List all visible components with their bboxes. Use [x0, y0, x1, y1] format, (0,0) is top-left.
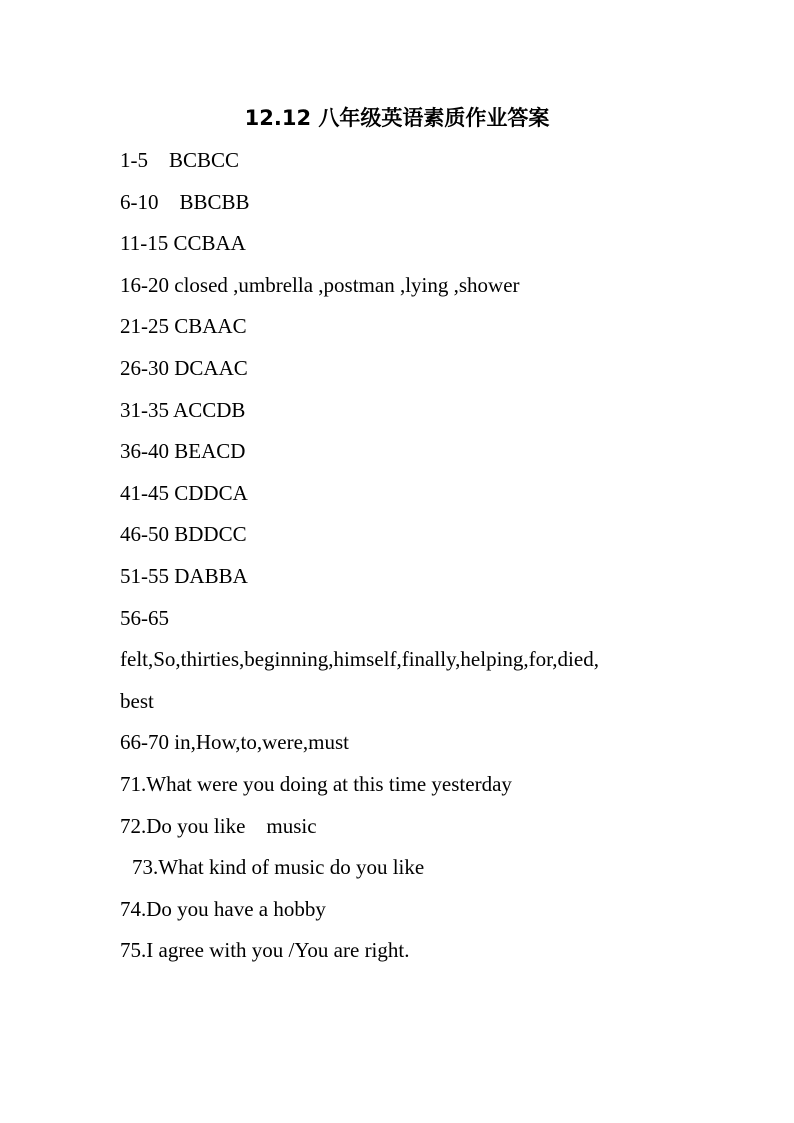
page-title: 12.12 八年级英语素质作业答案 — [244, 106, 550, 130]
answer-line: 41-45 CDDCA — [120, 480, 248, 505]
answer-line: 66-70 in,How,to,were,must — [120, 730, 350, 755]
answer-line: 73.What kind of music do you like — [132, 855, 425, 880]
answer-line: 11-15 CCBAA — [120, 231, 246, 256]
answer-line: 1-5 BCBCC — [120, 148, 240, 172]
answer-line: felt,So,thirties,beginning,himself,finally,helping,for,died, — [120, 647, 599, 672]
answer-line: 71.What were you doing at this time yesterday — [120, 771, 512, 796]
answer-line: 75.I agree with you /You are right. — [120, 938, 410, 963]
answer-line: 46-50 BDDCC — [120, 522, 247, 547]
answer-line: best — [120, 688, 154, 713]
answer-line: 31-35 ACCDB — [120, 397, 246, 422]
answer-line: 6-10 BBCBB — [120, 189, 250, 214]
answer-line: 21-25 CBAAC — [120, 314, 247, 339]
answer-line: 16-20 closed ,umbrella ,postman ,lying ,shower — [120, 272, 520, 297]
answer-line: 56-65 — [120, 605, 169, 630]
answer-list — [120, 140, 680, 972]
answer-line: 72.Do you like music — [120, 813, 317, 838]
answer-line: 51-55 DABBA — [120, 563, 248, 588]
answer-line: 36-40 BEACD — [120, 439, 246, 464]
answer-line: 26-30 DCAAC — [120, 355, 248, 380]
answer-line: 74.Do you have a hobby — [120, 896, 326, 921]
